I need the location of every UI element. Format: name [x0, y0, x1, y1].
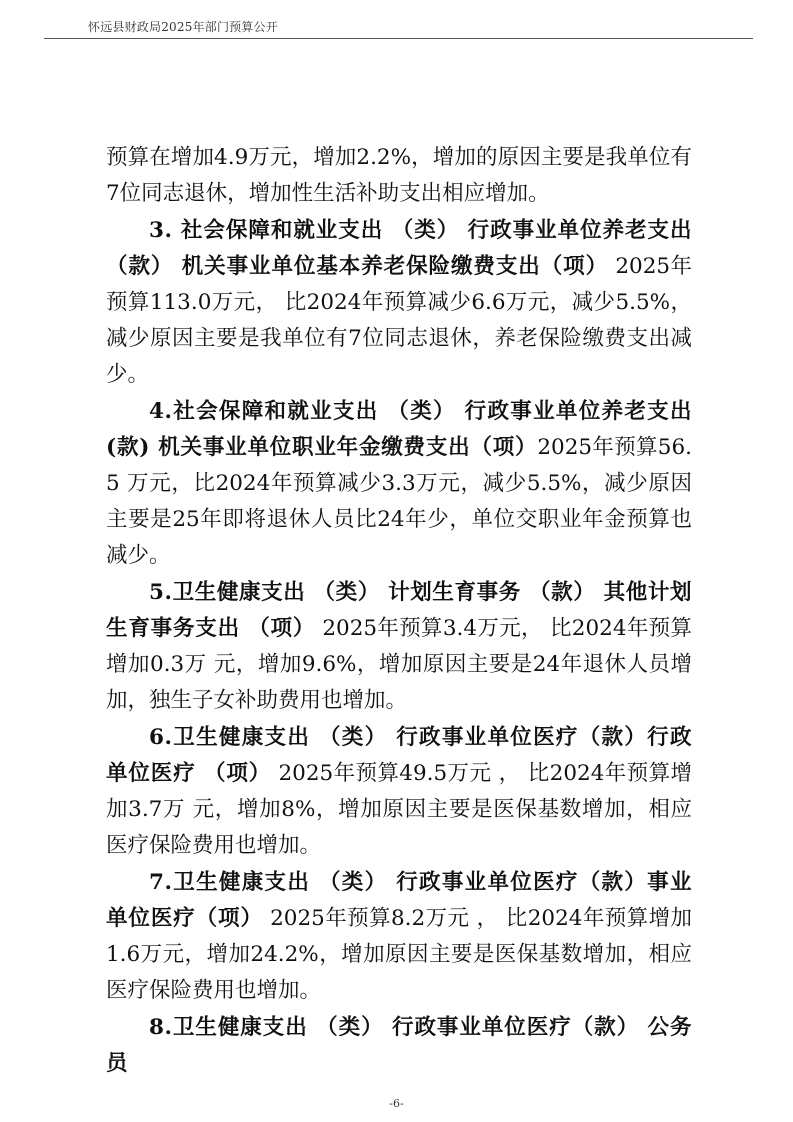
- document-header: 怀远县财政局2025年部门预算公开: [88, 20, 278, 34]
- page-number: -6-: [389, 1097, 404, 1110]
- paragraph-text: 2025年预算113.0万元， 比2024年预算减少6.6万元，减少5.5%，减少原因主要是我单位有7位同志退休，养老保险缴费支出减少。: [106, 254, 692, 387]
- paragraph-text: 2025年预算3.4万元， 比2024年预算增加0.3万 元，增加9.6%，增加原因主要是24年退休人员增加，独生子女补助费用也增加。: [106, 616, 692, 713]
- paragraph-text: 2025年预算8.2万元 ， 比2024年预算增加1.6万元，增加24.2%，增加原因主要是医保基数增加，相应医疗保险费用也增加。: [106, 906, 692, 1003]
- header-rule: [44, 38, 753, 39]
- paragraph-item-4: [106, 394, 692, 574]
- paragraph-text: 2025年预算56.5 万元，比2024年预算减少3.3万元，减少5.5%，减少原因主要是25年即将退休人员比24年少，单位交职业年金预算也减少。: [106, 435, 692, 568]
- paragraph-title: 7.卫生健康支出 （类） 行政事业单位医疗（款）事业单位医疗（项）: [106, 870, 692, 931]
- document-body: [106, 140, 692, 1082]
- paragraph-item-3: [106, 213, 692, 393]
- paragraph-item-6: [106, 720, 692, 864]
- paragraph-title: 6.卫生健康支出 （类） 行政事业单位医疗（款）行政单位医疗 （项）: [106, 725, 692, 786]
- paragraph-item-5: [106, 575, 692, 719]
- paragraph-text: 2025年预算49.5万元 ， 比2024年预算增加3.7万 元，增加8%，增加原因主要是医保基数增加，相应医疗保险费用也增加。: [106, 761, 692, 858]
- paragraph-title: 5.卫生健康支出 （类） 计划生育事务 （款） 其他计划生育事务支出 （项）: [106, 580, 692, 641]
- paragraph-title: 4.社会保障和就业支出 （类） 行政事业单位养老支出 (款) 机关事业单位职业年金缴费支出（项）: [106, 399, 692, 460]
- paragraph-continuation: [106, 140, 692, 212]
- paragraph-item-8: [106, 1010, 692, 1082]
- paragraph-text: 预算在增加4.9万元，增加2.2%，增加的原因主要是我单位有7位同志退休，增加性生活补助支出相应增加。: [106, 145, 692, 206]
- paragraph-item-7: [106, 865, 692, 1009]
- paragraph-title: 3. 社会保障和就业支出 （类） 行政事业单位养老支出（款） 机关事业单位基本养老保险缴费支出（项）: [106, 218, 692, 279]
- paragraph-title: 8.卫生健康支出 （类） 行政事业单位医疗（款） 公务员: [106, 1015, 692, 1076]
